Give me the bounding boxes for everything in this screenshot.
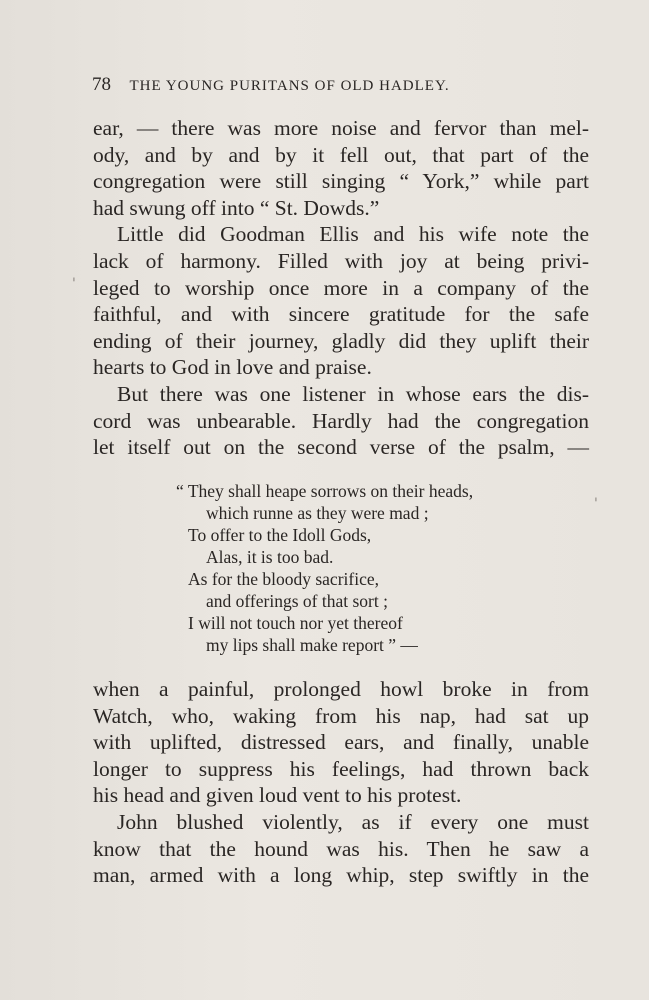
- text-line: hearts to God in love and praise.: [93, 355, 372, 380]
- text-line: know that the hound was his. Then he saw a: [93, 836, 589, 861]
- margin-mark: ': [72, 276, 76, 292]
- poem-block: [176, 480, 556, 656]
- text-line: man, armed with a long whip, step swiftly in the: [93, 863, 589, 888]
- text-line: lack of harmony. Filled with joy at being privi-: [93, 248, 589, 273]
- poem-line: “ They shall heape sorrows on their heads,: [176, 481, 474, 501]
- poem-line: which runne as they were mad ;: [206, 503, 429, 523]
- text-line: Watch, who, waking from his nap, had sat up: [93, 703, 589, 728]
- text-line: his head and given loud vent to his protest.: [93, 783, 462, 808]
- text-line: faithful, and with sincere gratitude for the safe: [93, 302, 589, 327]
- text-line: cord was unbearable. Hardly had the congregation: [93, 408, 589, 433]
- text-line: let itself out on the second verse of the psalm, —: [93, 435, 589, 460]
- text-line: ear, — there was more noise and fervor than mel-: [93, 116, 589, 140]
- poem-line: As for the bloody sacrifice,: [188, 569, 379, 589]
- text-line: had swung off into “ St. Dowds.”: [93, 195, 380, 220]
- text-line: John blushed violently, as if every one must: [117, 809, 589, 834]
- poem-line: To offer to the Idoll Gods,: [188, 525, 372, 545]
- text-line: Little did Goodman Ellis and his wife note the: [117, 222, 589, 247]
- running-title: THE YOUNG PURITANS OF OLD HADLEY.: [129, 78, 450, 94]
- text-block-bottom: [93, 676, 589, 889]
- margin-mark: ': [594, 496, 598, 512]
- text-line: ody, and by and by it fell out, that part of the: [93, 142, 589, 167]
- text-block-top: [93, 115, 589, 461]
- poem-line: and offerings of that sort ;: [206, 591, 388, 611]
- text-line: when a painful, prolonged howl broke in from: [93, 677, 589, 701]
- running-header: [92, 74, 592, 96]
- text-line: ending of their journey, gladly did they uplift their: [93, 328, 589, 353]
- text-line: longer to suppress his feelings, had thrown back: [93, 756, 589, 781]
- text-line: But there was one listener in whose ears the dis-: [117, 381, 589, 406]
- text-line: with uplifted, distressed ears, and finally, unable: [93, 730, 589, 755]
- poem-line: I will not touch nor yet thereof: [188, 613, 403, 633]
- text-line: leged to worship once more in a company of the: [93, 275, 589, 300]
- poem-line: Alas, it is too bad.: [206, 547, 334, 567]
- page-number: 78: [92, 74, 111, 95]
- text-line: congregation were still singing “ York,” while part: [93, 169, 589, 194]
- poem-line: my lips shall make report ” —: [206, 635, 418, 655]
